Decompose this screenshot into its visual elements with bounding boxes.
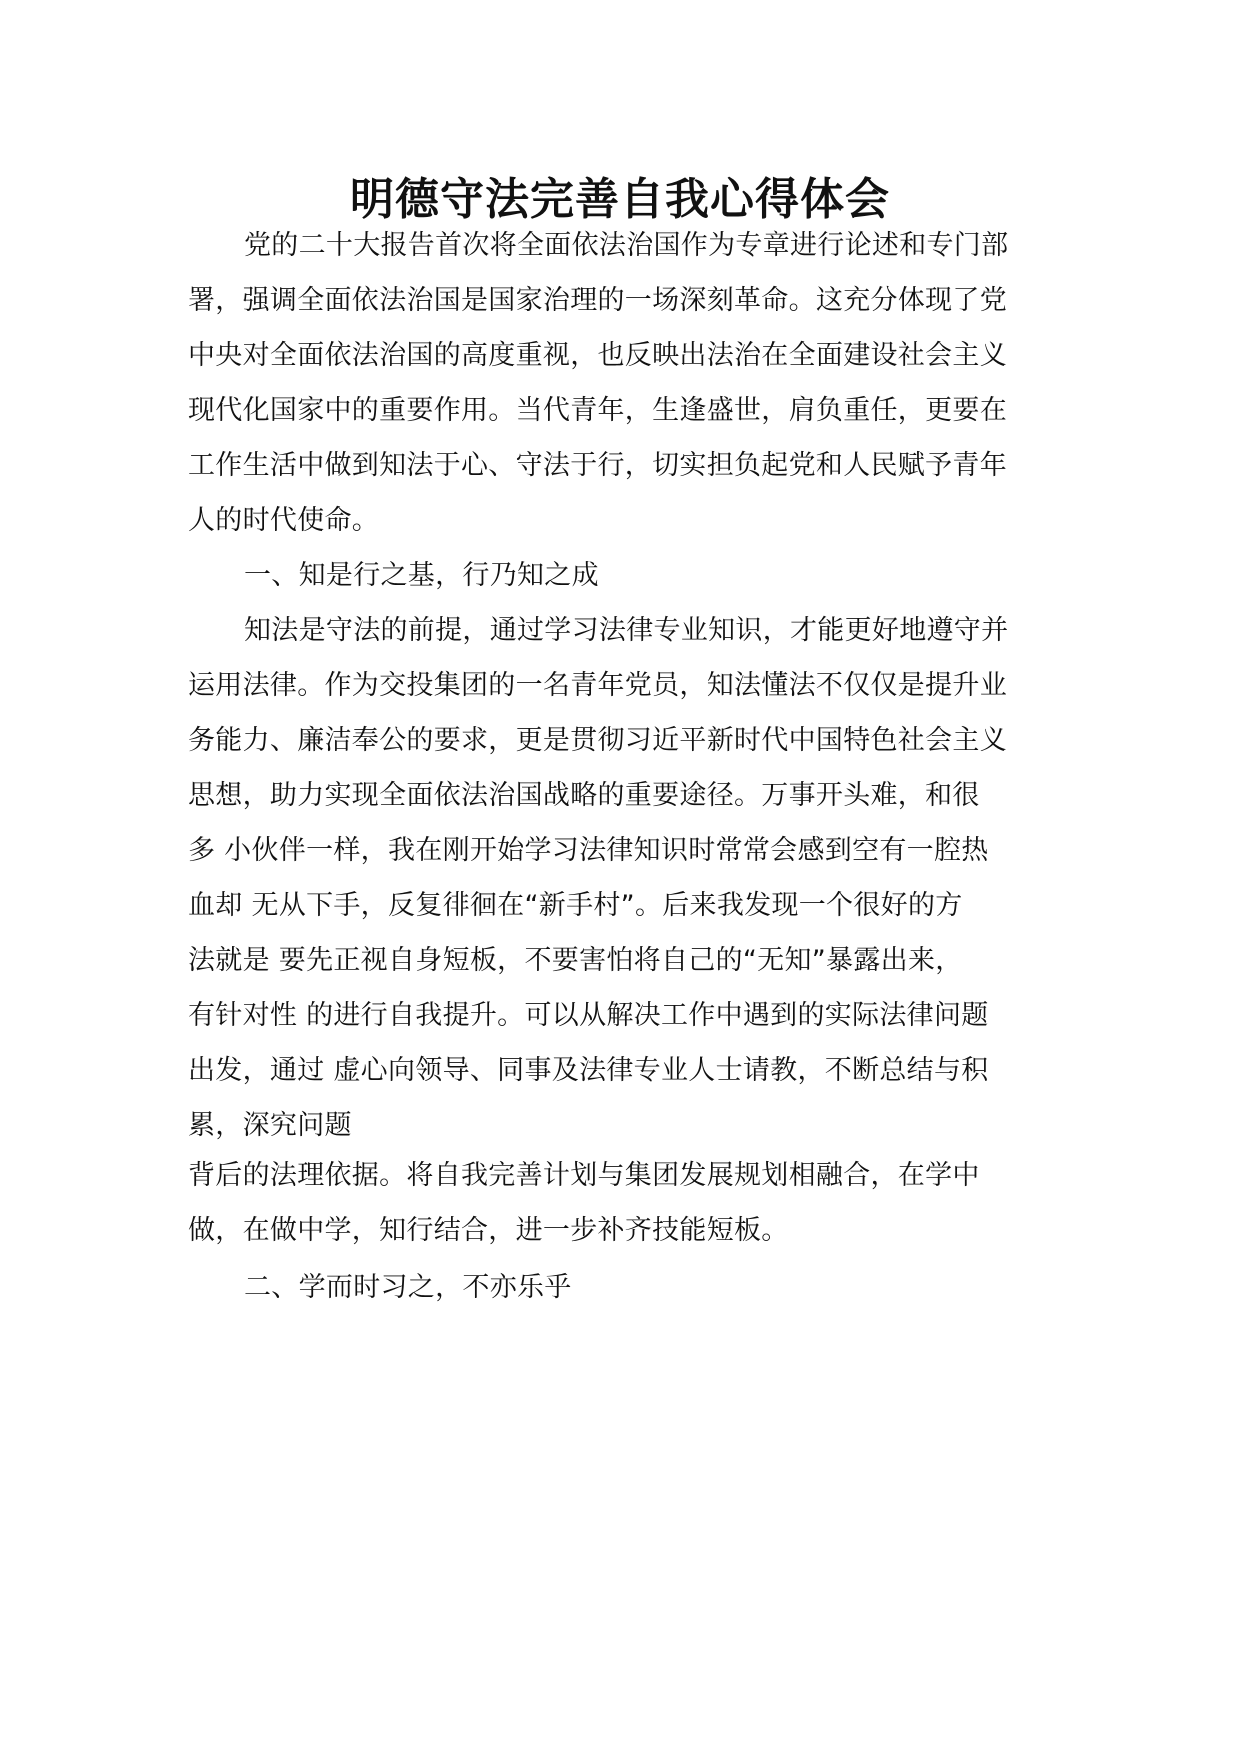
paragraph-line: 知法是守法的前提，通过学习法律专业知识，才能更好地遵守并	[244, 615, 1009, 646]
paragraph-line: 血却 无从下手，反复徘徊在“新手村”。后来我发现一个很好的方	[188, 890, 963, 921]
paragraph-line: 做，在做中学，知行结合，进一步补齐技能短板。	[188, 1215, 789, 1246]
paragraph-line: 背后的法理依据。将自我完善计划与集团发展规划相融合，在学中	[188, 1160, 980, 1191]
paragraph-line: 多 小伙伴一样，我在刚开始学习法律知识时常常会感到空有一腔热	[188, 835, 989, 866]
paragraph-line: 署，强调全面依法治国是国家治理的一场深刻革命。这充分体现了党	[188, 285, 1007, 316]
section-heading: 二、学而时习之，不亦乐乎	[244, 1272, 572, 1303]
paragraph-line: 法就是 要先正视自身短板，不要害怕将自己的“无知”暴露出来，	[188, 945, 963, 976]
paragraph-line: 运用法律。作为交投集团的一名青年党员，知法懂法不仅仅是提升业	[188, 670, 1007, 701]
paragraph-line: 务能力、廉洁奉公的要求，更是贯彻习近平新时代中国特色社会主义	[188, 725, 1007, 756]
section-heading: 一、知是行之基，行乃知之成	[244, 560, 599, 591]
paragraph-line: 党的二十大报告首次将全面依法治国作为专章进行论述和专门部	[244, 230, 1009, 261]
paragraph-line: 出发，通过 虚心向领导、同事及法律专业人士请教，不断总结与积	[188, 1055, 989, 1086]
paragraph-line: 人的时代使命。	[188, 505, 380, 536]
paragraph-line: 有针对性 的进行自我提升。可以从解决工作中遇到的实际法律问题	[188, 1000, 989, 1031]
paragraph-line: 思想，助力实现全面依法治国战略的重要途径。万事开头难，和很	[188, 780, 980, 811]
paragraph-line: 现代化国家中的重要作用。当代青年，生逢盛世，肩负重任，更要在	[188, 395, 1007, 426]
paragraph-line: 累，深究问题	[188, 1110, 352, 1141]
paragraph-line: 中央对全面依法治国的高度重视，也反映出法治在全面建设社会主义	[188, 340, 1007, 371]
paragraph-line: 工作生活中做到知法于心、守法于行，切实担负起党和人民赋予青年	[188, 450, 1007, 481]
document-title: 明德守法完善自我心得体会	[350, 174, 890, 225]
